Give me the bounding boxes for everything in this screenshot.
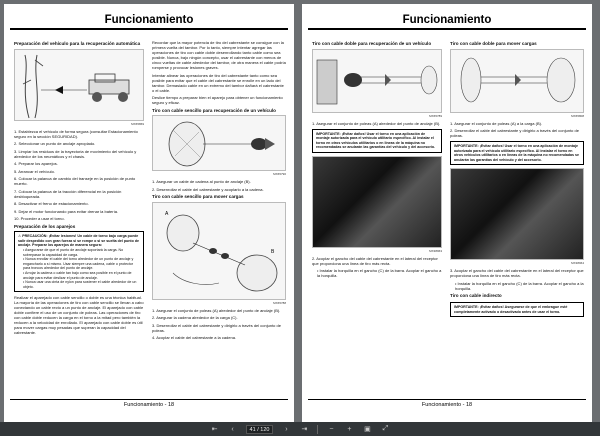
step-1: 1. Asegurar el conjunto de poleas (A) alrededor del punto de anclaje (B). — [152, 307, 281, 313]
caution-bullet: • Nunca enrollar el cable del torno alrededor de un punto de anclaje y engancharlo a sí mismo. Usar siempre una cadena, cable o protector para troncos alrededor del punto de anclaje. — [23, 257, 134, 271]
important-lead: IMPORTANTE: ¡Evitar daños! — [316, 131, 366, 136]
toolbar-divider — [317, 425, 318, 434]
step-8: 8. Desactivar el freno de estacionamiento. — [14, 201, 89, 207]
page-indicator[interactable] — [246, 425, 274, 434]
svg-text:A: A — [165, 210, 169, 217]
step-bullet: • Instalar la horquilla en el gancho (C) de la barra. Acoplar el gancho a la horquilla. — [317, 268, 442, 279]
warning-triangle-icon: ⚠ — [18, 234, 22, 239]
fullscreen-icon[interactable]: ⤢ — [382, 425, 389, 432]
caution-bullet: • Asegurarse de que el punto de anclaje soportará la carga. No sobrepasar la capacidad de carga. — [23, 247, 124, 257]
important-notice — [450, 141, 584, 165]
page-footer: Funcionamiento - 18 — [10, 399, 288, 408]
right-page-column-b — [450, 40, 584, 320]
zoom-in-icon[interactable]: + — [347, 425, 352, 433]
page-current: 41 — [249, 426, 256, 433]
figure-id: MX38964 — [571, 261, 584, 266]
figure-single-line-vehicle — [152, 115, 286, 171]
step-bullet: • Instalar la horquilla en el gancho (C) de la barra. Acoplar el gancho a la horquilla. — [455, 280, 584, 291]
step-1: 1. Establezca el vehículo de forma segura (consultar Estacionamiento seguro en la sección SEGURIDAD). — [14, 128, 138, 139]
page-separator: / — [257, 426, 259, 433]
last-page-icon[interactable]: ⇥ — [301, 426, 308, 433]
figure-double-line-vehicle — [312, 49, 442, 113]
caution-box — [14, 231, 144, 292]
svg-text:B: B — [271, 248, 275, 255]
left-page — [4, 4, 294, 422]
vehicle-recovery-illustration — [15, 50, 143, 120]
photo-winch-hook — [450, 168, 584, 260]
step-1: 1. Asegurar el conjunto de poleas (A) a la carga (B). — [450, 120, 543, 126]
caution-bullet: • Nunca usar una cinta de nylon para sostener el cable alrededor de un objeto. — [23, 280, 137, 289]
step-4: 4. Preparar los aparejos. — [14, 161, 58, 167]
figure-vehicle-recovery — [14, 49, 144, 121]
step-10: 10. Proceder a usar el torno. — [14, 216, 65, 222]
zoom-out-icon[interactable]: − — [329, 425, 334, 433]
step-1: 1. Asegurar un cable de cadena al punto de anclaje (B). — [152, 179, 251, 185]
step-1: 1. Asegurar el conjunto de poleas (A) alrededor del punto de anclaje (B). — [312, 120, 441, 126]
step-2: 2. Desenrollar el cable del cabrestante y dirigirlo a través del conjunto de poleas. — [450, 128, 579, 139]
intro-paragraph: Intentar alinear las operaciones de tiro del cabrestante tanto como sea posible para evitar que el cable del cabrestante se enrolle en un lado del tambor. Demasiado cable en un extremo del tambor dañará el cabrestante o el cable. — [152, 72, 284, 93]
step-6: 6. Colocar la palanca de cambio del transeje en la posición de punto muerto. — [14, 176, 136, 187]
caution-bullet: • Arrojar la cadena o cable tan bajo como sea posible en el punto de anclaje para evitar deslizar el punto de anclaje. — [23, 270, 132, 280]
figure-id: MX65790 — [273, 172, 286, 177]
section-heading: Tiro con cable doble para recuperación de un vehículo — [312, 41, 432, 46]
page-header: Funcionamiento — [308, 10, 586, 30]
closing-paragraph: Realizar el aparejado con cable sencillo o doble es una técnica habitual. La mayoría de las operaciones de tiro con cable sencillo se llevan a cabo conectando un cable recto a un punto de anclaje. El aparejado con cable doble confiere el uso de un conjunto de poleas. Las operaciones de tiro con cable doble reducen la carga en el torno a la mitad pero también la reducen a la velocidad de enrollado. El aparejado con cable doble es útil para mover cargas muy pesadas que superan la capacidad del cabrestante. — [14, 295, 144, 336]
step-2: 2. Acoplar el gancho del cable del cabrestante en el lateral del receptor que proporciona una línea de tiro más recta. — [312, 255, 438, 266]
photo-winch-hook — [312, 156, 442, 248]
section-heading: Tiro con cable sencillo para mover cargas — [152, 194, 244, 200]
section-heading: Preparación del vehículo para la recuperación automática — [14, 41, 141, 46]
important-text: Asegurarse de que el embrague esté completamente activado o desactivado antes de usar el torno. — [454, 305, 568, 314]
important-text: Usar el torno en una aplicación de montaje autorizada para el vehículo utilitario específico. Al instalar el torno en otros vehículos utilitarios o en líneas de la máquina no recomendadas se anularán las garantías del vehículo y del accesorio. — [454, 144, 580, 162]
caution-text: Un cable de torno bajo carga puede salir despedido con gran fuerza si se rompe o si se suelta del punto de anclaje. Preparar los aparejos de manera segura: — [18, 234, 140, 248]
important-notice — [450, 302, 584, 317]
page-total: 120 — [260, 426, 270, 433]
step-4: 4. Acoplar el cable del cabrestante a la cadena. — [152, 335, 237, 341]
figure-id: MX38963 — [429, 248, 442, 253]
section-heading: Tiro con cable doble para mover cargas — [450, 41, 537, 46]
intro-paragraph: Deslice tiempo a preparar bien el aparejo para obtener un funcionamiento seguro y eficaz. — [152, 95, 283, 105]
figure-id: MX65788 — [273, 300, 286, 305]
step-3: 3. Limpiar los residuos de la trayectoria de movimiento del vehículo y alrededor de los neumáticos y el chasis. — [14, 148, 137, 159]
step-5: 5. Arrancar el vehículo. — [14, 168, 55, 174]
prev-page-icon[interactable]: ‹ — [231, 425, 234, 433]
page-footer: Funcionamiento - 18 — [308, 399, 586, 408]
single-line-illustration — [153, 116, 285, 170]
important-text: Usar el torno en una aplicación de montaje autorizada para el vehículo utilitario específico. Al instalar el torno en otros vehículos utilitarios o en lineas de la máquina no recomendadas se anularán las garantías del vehículo y del accesorio. — [316, 131, 436, 150]
caution-lead: PRECAUCIÓN: ¡Evitar lesiones! — [22, 234, 77, 239]
section-heading: Preparación de los aparejos — [14, 223, 76, 229]
step-9: 9. Dejar el motor funcionando para evitar drenar la batería. — [14, 208, 119, 214]
left-page-column-a — [14, 40, 144, 338]
step-3: 3. Desenrollar el cable del cabrestante y dirigirlo a través del conjunto de poleas. — [152, 322, 281, 333]
step-2: 2. Asegurar la cadena alrededor de la carga (C). — [152, 315, 238, 321]
right-page-column-a — [312, 40, 442, 281]
left-page-column-b — [152, 40, 286, 343]
step-2: 2. Desenrollar el cable del cabrestante y acoplarlo a la cadena. — [152, 186, 264, 192]
section-heading: Tiro con cable sencillo para recuperación de un vehículo — [152, 107, 276, 113]
important-lead: IMPORTANTE: ¡Evitar daños! — [454, 144, 504, 149]
figure-id: MX65808 — [571, 113, 584, 118]
figure-id: MX65789 — [429, 113, 442, 118]
section-heading: Tiro con cable indirecto — [450, 293, 502, 299]
double-line-load-illustration — [451, 50, 583, 112]
step-3: 3. Acoplar el gancho del cable del cabrestante en el lateral del receptor que proporciona una línea de tiro más recta. — [450, 268, 584, 279]
step-2: 2. Seleccionar un punto de anclaje apropiado. — [14, 141, 96, 147]
important-notice — [312, 129, 442, 153]
page-header: Funcionamiento — [10, 10, 288, 30]
step-7: 7. Colocar la palanca de la tracción diferencial en la posición desbloqueada. — [14, 188, 122, 199]
next-page-icon[interactable]: › — [285, 425, 288, 433]
important-lead: IMPORTANTE: ¡Evitar daños! — [454, 305, 504, 310]
figure-single-line-load — [152, 202, 286, 300]
viewer-toolbar — [0, 422, 600, 436]
figure-id: MX65869 — [131, 121, 144, 126]
figure-double-line-load — [450, 49, 584, 113]
fit-page-icon[interactable]: ▣ — [364, 426, 371, 433]
double-line-vehicle-illustration — [313, 50, 441, 112]
right-page — [302, 4, 592, 422]
intro-paragraph: Recordar que la mayor potencia de tiro del cabrestante se consigue con la primera vuelta del tambor. Por lo tanto, siempre intentar agregar las operaciones de tiro con cable doble desenrollando tanto cable como sea posible. Nunca, bajo ningún concepto, usar el cabrestante con menos de cinco vueltas de cable alrededor del tambor, de otra manera el cable podría romperse y provocar lesiones graves. — [152, 40, 286, 70]
single-line-load-illustration — [153, 203, 285, 299]
first-page-icon[interactable]: ⇤ — [211, 426, 218, 433]
